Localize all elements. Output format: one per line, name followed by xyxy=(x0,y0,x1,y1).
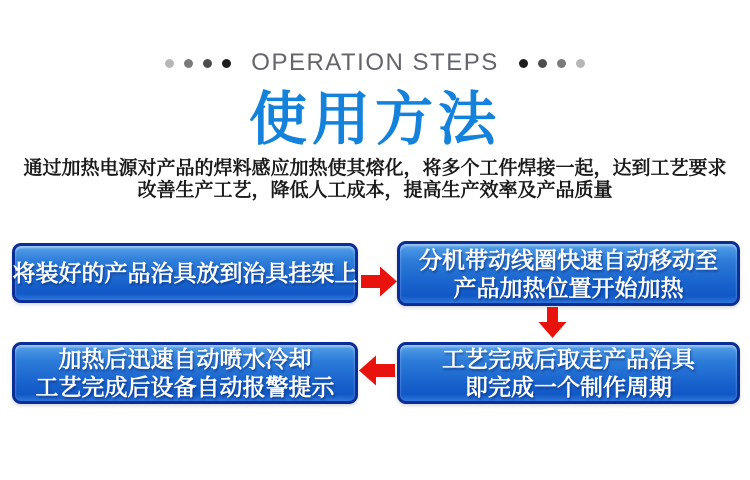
section-header-label: OPERATION STEPS xyxy=(251,49,499,76)
dot-icon xyxy=(538,59,547,68)
page-title: 使用方法 xyxy=(248,87,501,152)
step-4-line-1: 加热后迅速自动喷水冷却 xyxy=(58,346,312,372)
step-1-line-1: 将装好的产品治具放到治具挂架上 xyxy=(12,260,358,286)
description-text xyxy=(0,158,750,202)
step-3-line-2: 即完成一个制作周期 xyxy=(465,374,672,400)
step-box-1 xyxy=(12,243,358,303)
arrow-right-icon xyxy=(361,264,397,299)
description-line-2: 改善生产工艺，降低人工成本，提高生产效率及产品质量 xyxy=(137,180,613,201)
dots-left-decoration xyxy=(165,59,231,68)
dot-icon xyxy=(203,59,212,68)
dot-icon xyxy=(557,59,566,68)
step-box-3 xyxy=(397,342,740,404)
dot-icon xyxy=(519,59,528,68)
step-box-2 xyxy=(397,241,740,306)
step-box-4 xyxy=(12,342,358,404)
dot-icon xyxy=(222,59,231,68)
dots-right-decoration xyxy=(519,59,585,68)
dot-icon xyxy=(576,59,585,68)
dot-icon xyxy=(165,59,174,68)
step-2-line-1: 分机带动线圈快速自动移动至 xyxy=(419,246,718,273)
step-2-line-2: 产品加热位置开始加热 xyxy=(453,274,684,301)
dot-icon xyxy=(184,59,193,68)
arrow-left-icon xyxy=(359,353,395,388)
step-4-line-2: 工艺完成后设备自动报警提示 xyxy=(35,374,335,400)
arrow-down-icon xyxy=(537,307,568,338)
description-line-1: 通过加热电源对产品的焊料感应加热使其熔化，将多个工件焊接一起，达到工艺要求 xyxy=(23,158,727,179)
step-3-line-1: 工艺完成后取走产品治具 xyxy=(442,346,695,372)
